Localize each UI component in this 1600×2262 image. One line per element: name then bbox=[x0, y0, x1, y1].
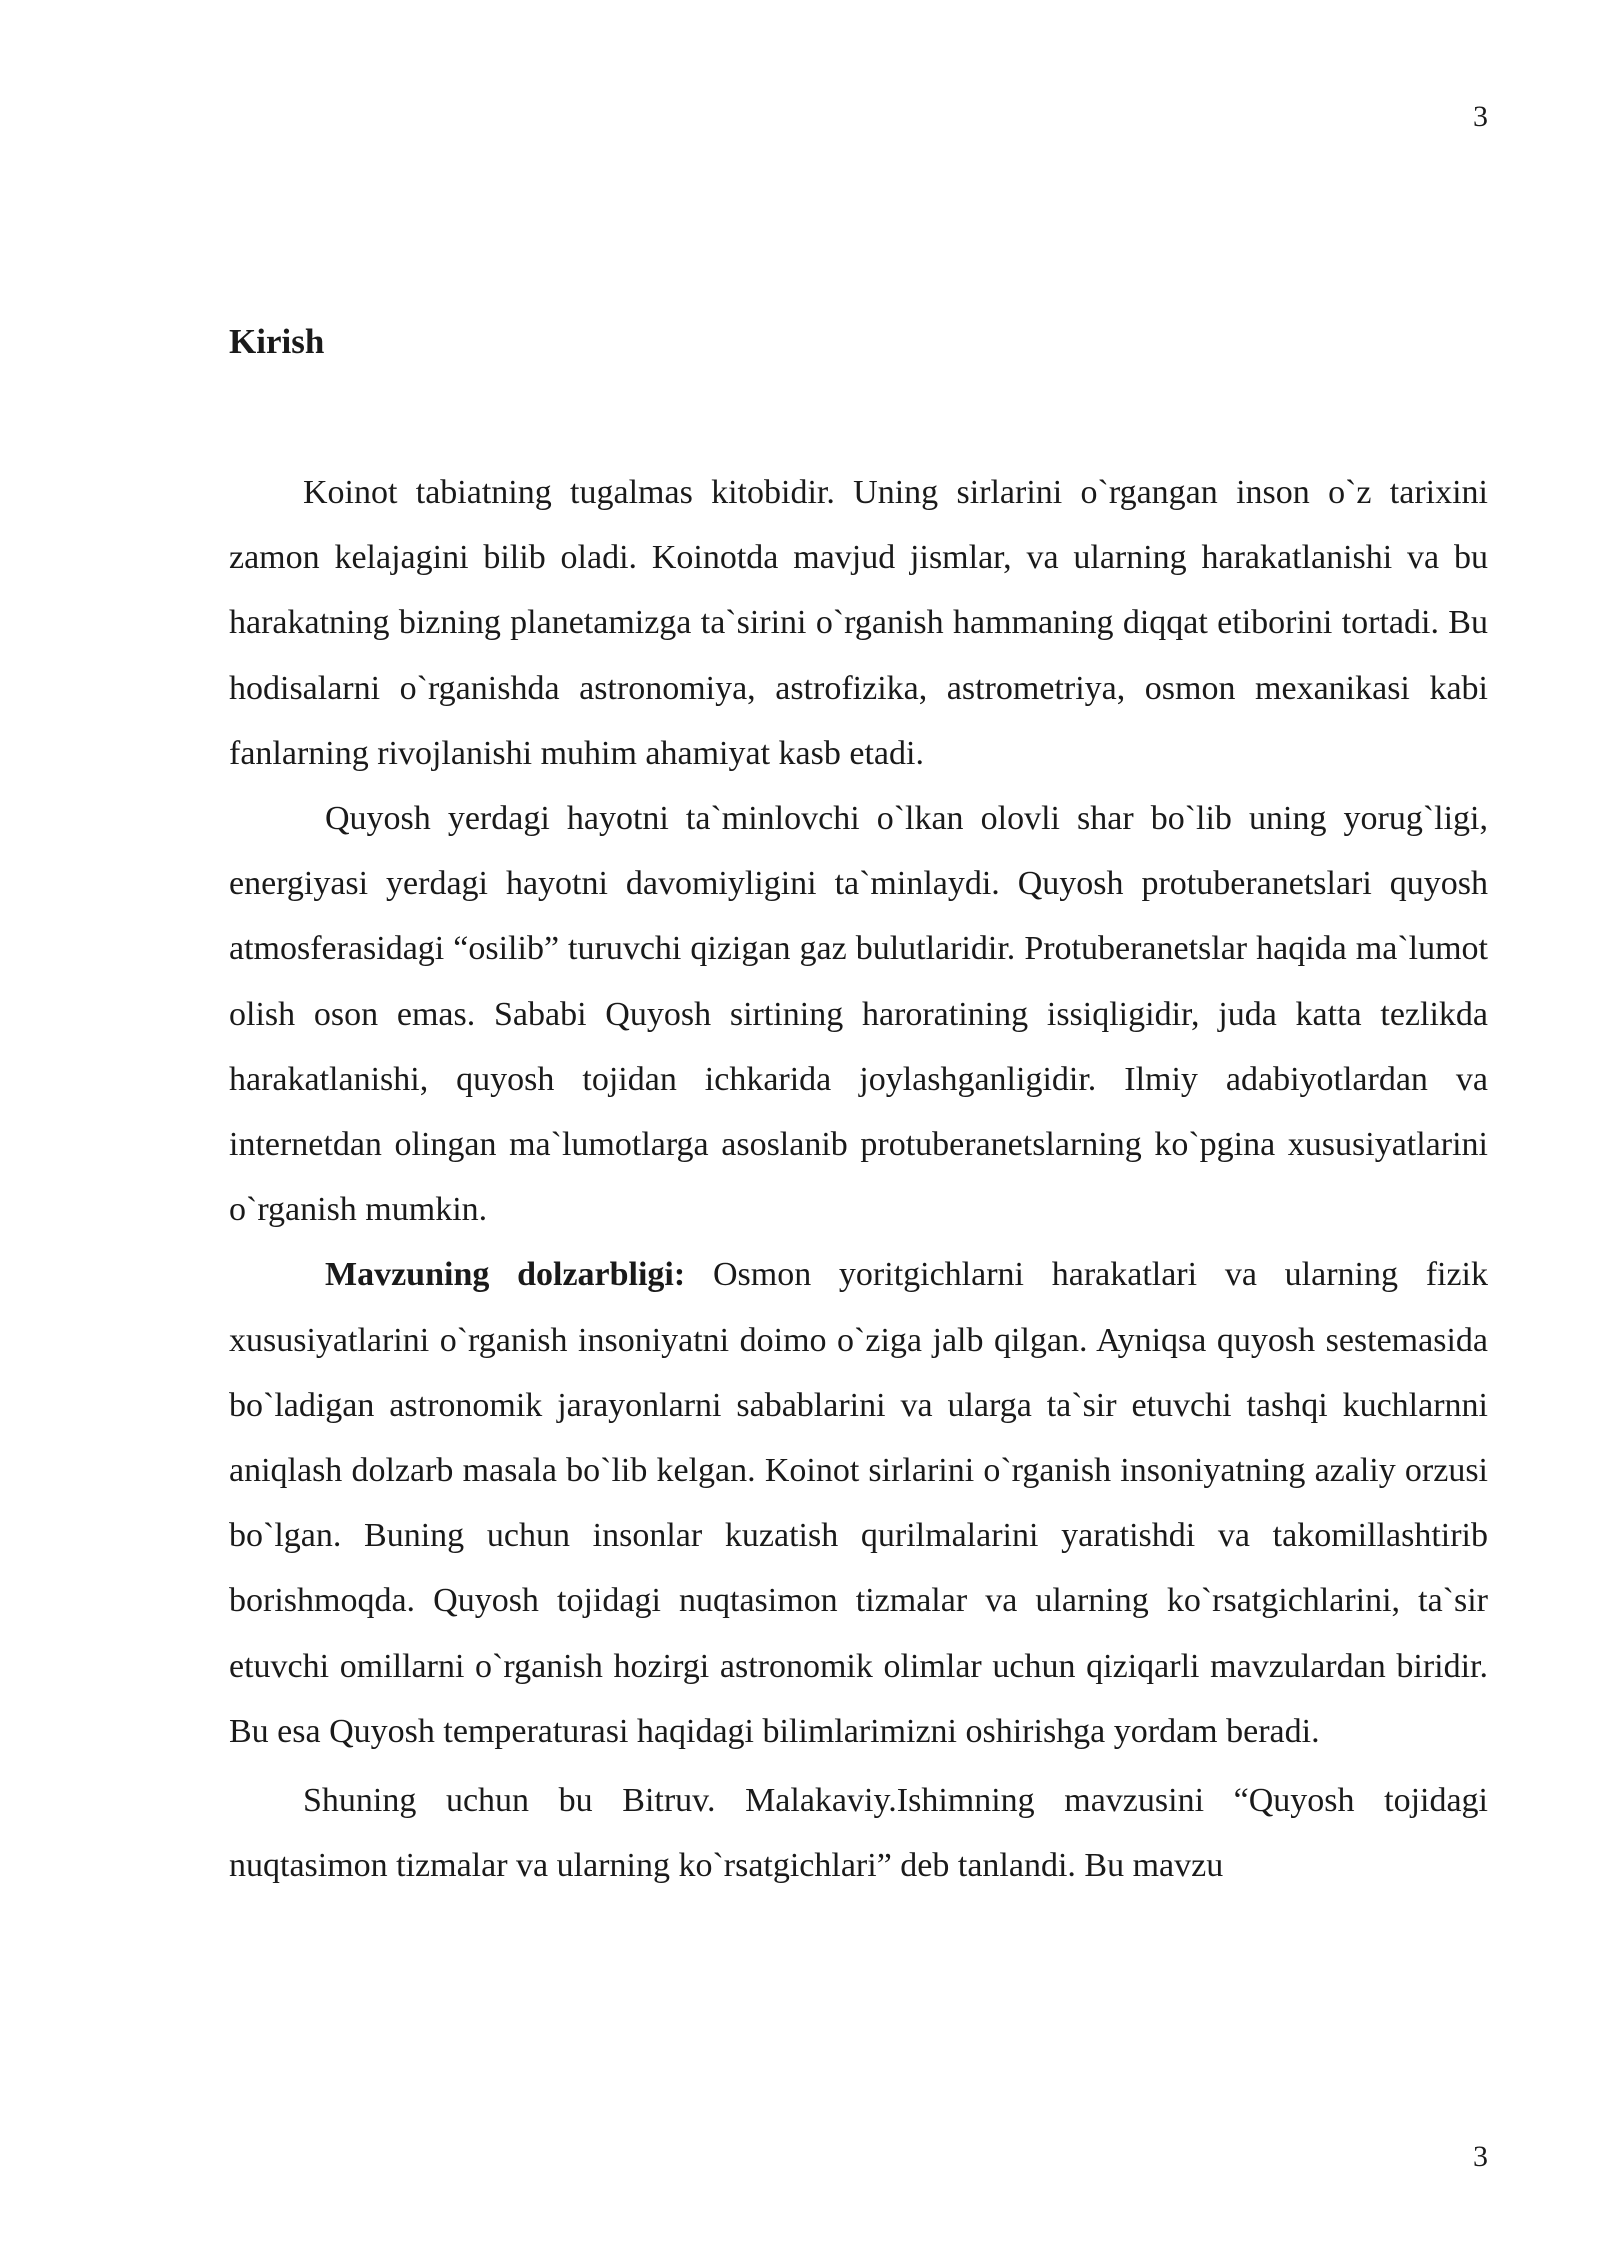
paragraph-text: Quyosh yerdagi hayotni ta`minlovchi o`lkan olovli shar bo`lib uning yorug`ligi, energiyasi yerdagi hayotni davomiyligini ta`minlaydi. Quyosh protuberanetslari quyosh atmosferasidagi “osilib” turuvchi qizigan gaz bulutlaridir. Protuberanetslar haqida ma`lumot olish oson emas. Sababi Quyosh sirtining haroratining issiqligidir, juda katta tezlikda harakatlanishi, quyosh tojidan ichkarida joylashganligidir. Ilmiy adabiyotlardan va internetdan olingan ma`lumotlarga asoslanib protuberanetslarning ko`pgina xususiyatlarini o`rganish mumkin. bbox=[229, 800, 1488, 1229]
page-number-bottom: 3 bbox=[1473, 2140, 1488, 2173]
paragraph-text: Osmon yoritgichlarni harakatlari va ularning fizik xususiyatlarini o`rganish insoniyatni doimo o`ziga jalb qilgan. Ayniqsa quyosh sestemasida bo`ladigan astronomik jarayonlarni sabablarini va ularga ta`sir etuvchi tashqi kuchlarnni aniqlash dolzarb masala bo`lib kelgan. Koinot sirlarini o`rganish insoniyatning azaliy orzusi bo`lgan. Buning uchun insonlar kuzatish qurilmalarini yaratishdi va takomillashtirib borishmoqda. Quyosh tojidagi nuqtasimon tizmalar va ularning ko`rsatgichlarini, ta`sir etuvchi omillarni o`rganish hozirgi astronomik olimlar uchun qiziqarli mavzulardan biridir. Bu esa Quyosh temperaturasi haqidagi bilimlarimizni oshirishga yordam beradi. bbox=[229, 1256, 1489, 1750]
paragraph-text: Shuning uchun bu Bitruv. Malakaviy.Ishimning mavzusini “Quyosh tojidagi nuqtasimon tizmalar va ularning ko`rsatgichlari” deb tanlandi. Bu mavzu bbox=[229, 1782, 1488, 1885]
paragraph-lead: Mavzuning dolzarbligi: bbox=[325, 1256, 686, 1294]
paragraph-relevance bbox=[229, 1242, 1488, 1764]
paragraph-intro bbox=[229, 460, 1488, 786]
body-text bbox=[229, 460, 1488, 1898]
paragraph-topic bbox=[229, 1768, 1488, 1898]
section-heading: Kirish bbox=[229, 322, 325, 361]
paragraph-text: Koinot tabiatning tugalmas kitobidir. Uning sirlarini o`rgangan inson o`z tarixini zamon kelajagini bilib oladi. Koinotda mavjud jismlar, va ularning harakatlanishi va bu harakatning bizning planetamizga ta`sirini o`rganish hammaning diqqat etiborini tortadi. Bu hodisalarni o`rganishda astronomiya, astrofizika, astrometriya, osmon mexanikasi kabi fanlarning rivojlanishi muhim ahamiyat kasb etadi. bbox=[229, 474, 1488, 772]
paragraph-sun bbox=[229, 786, 1488, 1242]
page-number-top: 3 bbox=[1473, 100, 1488, 133]
